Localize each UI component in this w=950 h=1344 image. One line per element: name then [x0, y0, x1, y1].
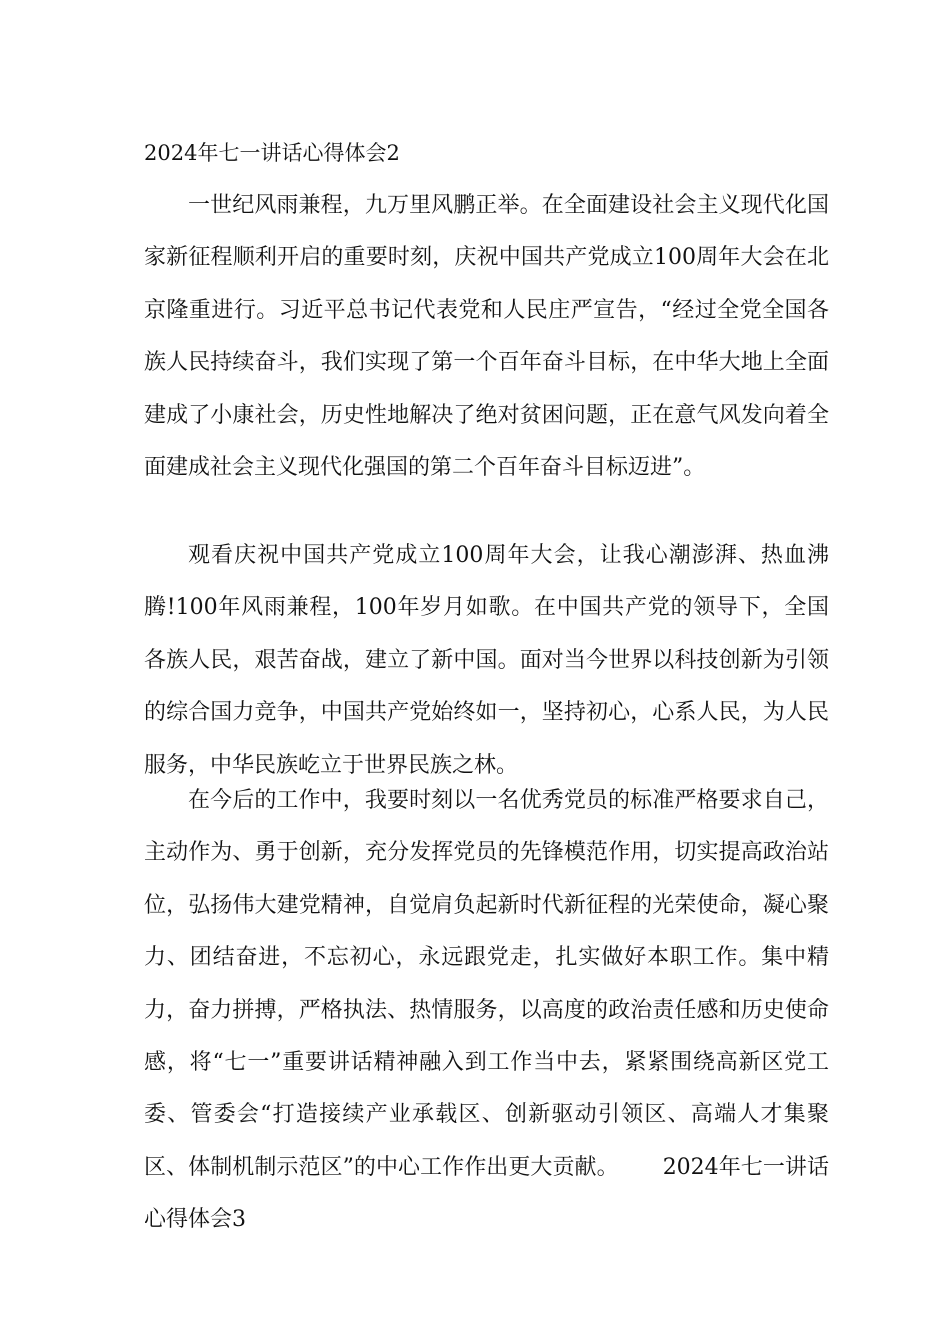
paragraph-3 [144, 775, 829, 1247]
paragraph-3-text: 在今后的工作中，我要时刻以一名优秀党员的标准严格要求自己，主动作为、勇于创新，充分发挥党员的先锋模范作用，切实提高政治站位，弘扬伟大建党精神，自觉肩负起新时代新征程的光荣使命，凝心聚力、团结奋进，不忘初心，永远跟党走，扎实做好本职工作。集中精力，奋力拼搏，严格执法、热情服务，以高度的政治责任感和历史使命感，将“七一”重要讲话精神融入到工作当中去，紧紧围绕高新区党工委、管委会“打造接续产业承载区、创新驱动引领区、高端人才集聚区、体制机制示范区”的中心工作作出更大贡献。 [144, 788, 829, 1180]
document-title: 2024年七一讲话心得体会2 [144, 141, 400, 165]
paragraph-2: 观看庆祝中国共产党成立100周年大会，让我心潮澎湃、热血沸腾!100年风雨兼程，100年岁月如歌。在中国共产党的领导下，全国各族人民，艰苦奋战，建立了新中国。面对当今世界以科技创新为引领的综合国力竞争，中国共产党始终如一，坚持初心，心系人民，为人民服务，中华民族屹立于世界民族之林。 [144, 543, 829, 778]
next-section-title: 2024年七一讲话心得体会3 [144, 1154, 830, 1233]
paragraph-1: 一世纪风雨兼程，九万里风鹏正举。在全面建设社会主义现代化国家新征程顺利开启的重要时刻，庆祝中国共产党成立100周年大会在北京隆重进行。习近平总书记代表党和人民庄严宣告，“经过全党全国各族人民持续奋斗，我们实现了第一个百年奋斗目标，在中华大地上全面建成了小康社会，历史性地解决了绝对贫困问题，正在意气风发向着全面建成社会主义现代化强国的第二个百年奋斗目标迈进”。 [144, 193, 829, 481]
